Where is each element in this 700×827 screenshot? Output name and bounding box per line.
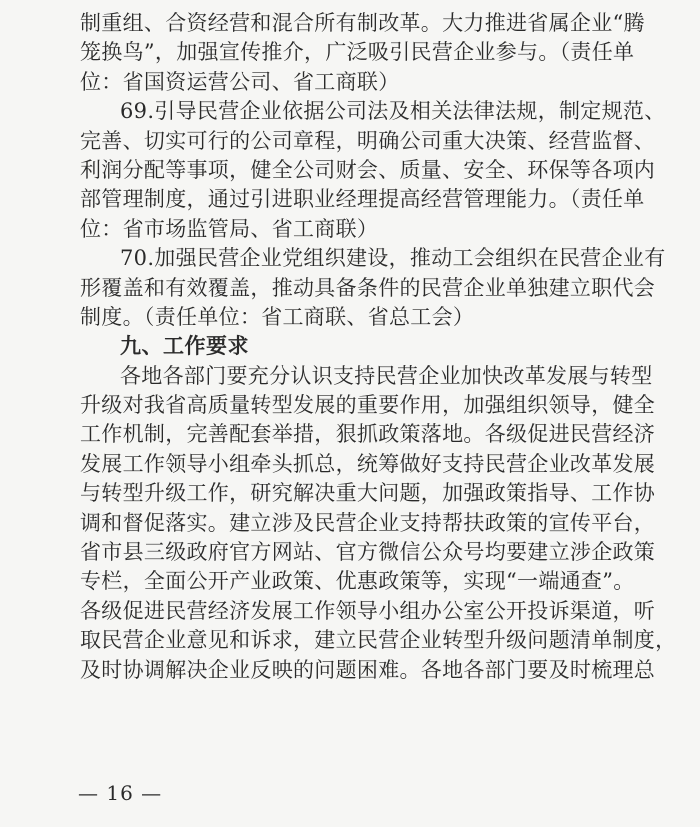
text-line: 升级对我省高质量转型发展的重要作用，加强组织领导，健全: [80, 393, 656, 418]
paragraph-70: [80, 244, 666, 332]
text-line: 与转型升级工作，研究解决重大问题，加强政策指导、工作协: [80, 481, 656, 506]
text-line: 工作机制，完善配套举措，狠抓政策落地。各级促进民营经济: [80, 422, 656, 447]
text-line: 各地各部门要充分认识支持民营企业加快改革发展与转型: [120, 363, 653, 388]
text-line: 利润分配等事项，健全公司财会、质量、安全、环保等各项内: [80, 157, 656, 182]
section-heading: 九、工作要求: [120, 334, 249, 359]
text-line: 调和督促落实。建立涉及民营企业支持帮扶政策的宣传平台，: [80, 510, 656, 535]
text-line: 及时协调解决企业反映的问题困难。各地各部门要及时梳理总: [80, 657, 656, 682]
text-line: 各级促进民营经济发展工作领导小组办公室公开投诉渠道，听: [80, 598, 656, 623]
text-line: 位：省市场监管局、省工商联）: [80, 216, 379, 241]
text-line: 制重组、合资经营和混合所有制改革。大力推进省属企业“腾: [80, 11, 645, 35]
text-line: 发展工作领导小组牵头抓总，统筹做好支持民营企业改革发展: [80, 451, 656, 476]
document-body: [80, 9, 677, 685]
paragraph-68-continued: [80, 9, 645, 97]
text-line: 69.引导民营企业依据公司法及相关法律法规，制定规范、: [120, 99, 666, 124]
paragraph-69: [80, 97, 666, 244]
text-line: 部管理制度，通过引进职业经理提高经营管理能力。（责任单: [80, 187, 645, 212]
page-number: — 16 —: [78, 781, 163, 805]
text-line: 取民营企业意见和诉求，建立民营企业转型升级问题清单制度，: [80, 628, 677, 653]
text-line: 形覆盖和有效覆盖，推动具备条件的民营企业单独建立职代会: [80, 275, 656, 300]
text-line: 70.加强民营企业党组织建设，推动工会组织在民营企业有: [120, 246, 666, 271]
text-line: 制度。（责任单位：省工商联、省总工会）: [80, 304, 475, 329]
text-line: 笼换鸟”，加强宣传推介，广泛吸引民营企业参与。（责任单: [80, 40, 635, 65]
paragraph-work-requirements: [80, 362, 677, 685]
text-line: 专栏，全面公开产业政策、优惠政策等，实现“一端通查”。: [80, 569, 635, 594]
text-line: 完善、切实可行的公司章程，明确公司重大决策、经营监督、: [80, 128, 656, 153]
text-line: 位：省国资运营公司、省工商联）: [80, 69, 400, 94]
text-line: 省市县三级政府官方网站、官方微信公众号均要建立涉企政策: [80, 540, 656, 565]
